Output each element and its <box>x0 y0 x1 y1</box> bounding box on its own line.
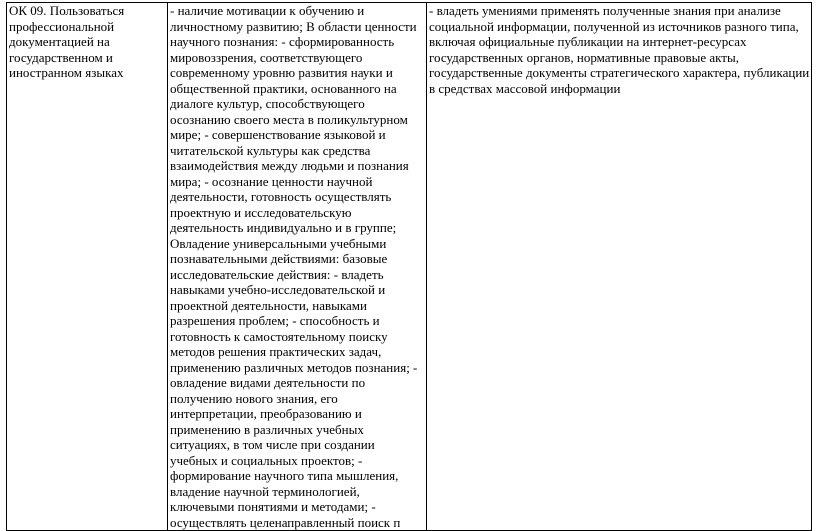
personal-results-cell: - наличие мотивации к обучению и личностному развитию; В области ценности научного познания: - сформированность мировоззрения, соответствующего современному уровню развития науки и общественной практики, основанного на диалоге культур, способствующего осознанию своего места в поликультурном мире; - совершенствование языковой и читательской культуры как средства взаимодействия между людьми и познания мира; - осознание ценности научной деятельности, готовность осуществлять проектную и исследовательскую деятельность индивидуально и в группе; Овладение универсальными учебными познавательными действиями: базовые исследовательские действия: - владеть навыками учебно-исследовательской и проектной деятельности, навыками разрешения проблем; - способность и готовность к самостоятельному поиску методов решения практических задач, применению различных методов познания; - овладение видами деятельности по получению нового знания, его интерпретации, преобразованию и применению в различных учебных ситуациях, в том числе при создании учебных и социальных проектов; - формирование научного типа мышления, владение научной терминологией, ключевыми понятиями и методами; - осуществлять целенаправленный поиск п <box>168 3 427 531</box>
competency-cell: ОК 09. Пользоваться профессиональной документацией на государственном и иностранном языках <box>7 3 168 531</box>
table-row <box>7 3 812 531</box>
subject-results-cell: - владеть умениями применять полученные знания при анализе социальной информации, полученной из источников разного типа, включая официальные публикации на интернет-ресурсах государственных органов, нормативные правовые акты, государственные документы стратегического характера, публикации в средствах массовой информации <box>427 3 812 531</box>
competency-table <box>6 2 812 531</box>
